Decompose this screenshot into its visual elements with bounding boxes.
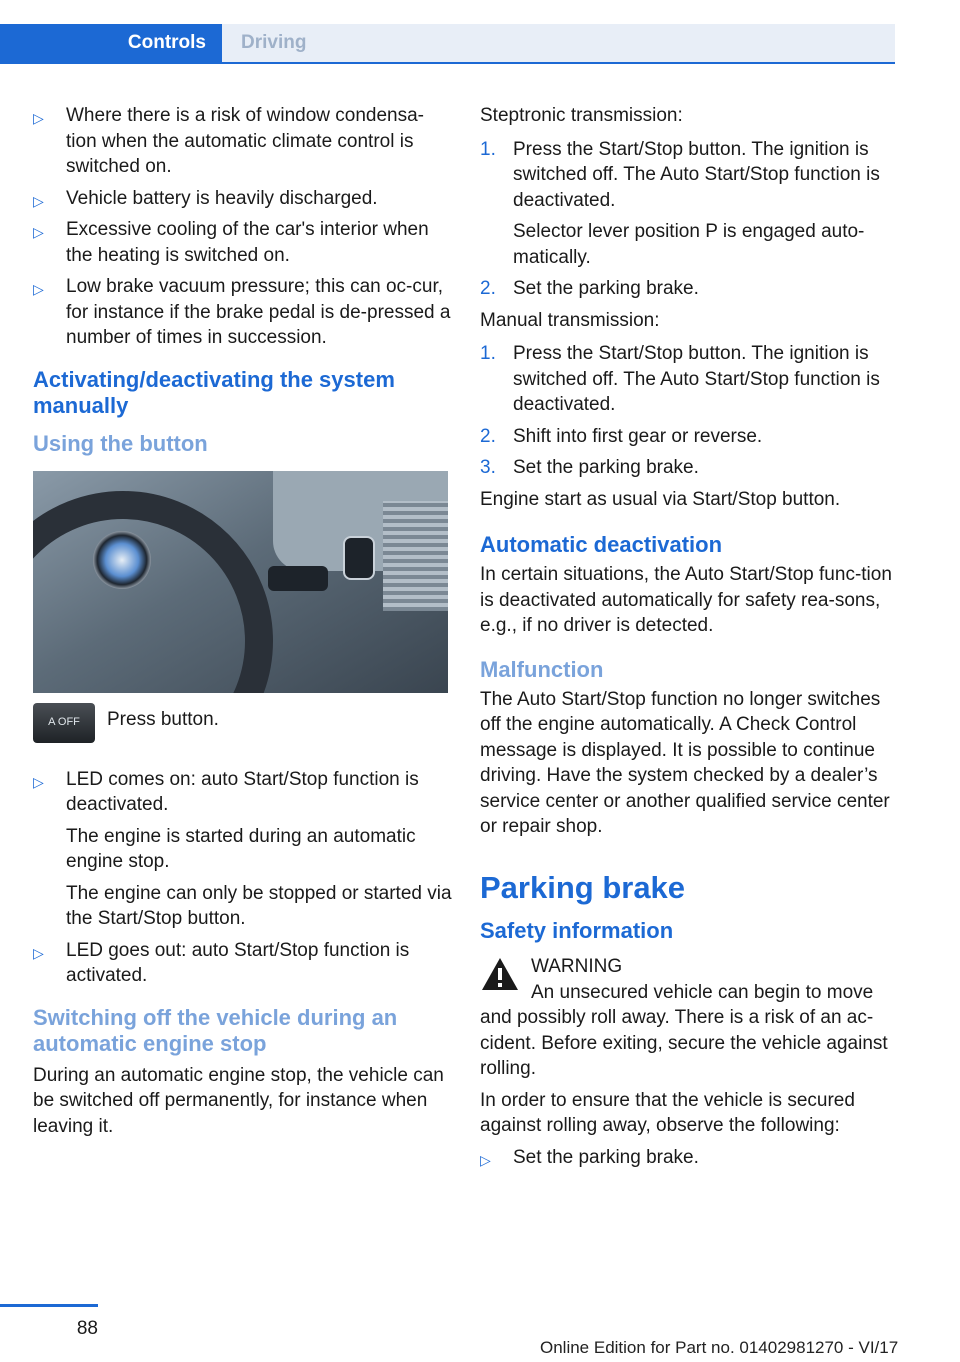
warning-block	[480, 954, 895, 998]
heading-malfunction: Malfunction	[480, 656, 604, 682]
list-item: ▷ Where there is a risk of window condensa-tion when the automatic climate control is switched on.	[33, 105, 424, 177]
footer-edition: Online Edition for Part no. 01402981270 - VI/17	[540, 1338, 899, 1357]
warning-label: WARNING	[531, 955, 623, 977]
list-item: ▷ LED goes out: auto Start/Stop function is activated.	[33, 939, 410, 986]
page-number-rule	[0, 1304, 98, 1307]
heading-activating: Activating/deactivating the system manually	[33, 366, 395, 418]
chapter-tab-bar	[0, 0, 895, 64]
left-column: ▷ Where there is a risk of window condensa-tion when the automatic climate control is switched on. ▷ Vehicle battery is heavily discharged. ▷ Excessive cooling of the car's interior when the heating is switched on. ▷ Low brake vacuum pressure; this can oc-cur, for instance if the brake pedal is de-pressed a number of times in succession. Activating/deactivating the system manually Using the button A OFF Press button. ▷ LED comes on: auto Start/Stop function is deactivated. The engine is started during an automatic engine stop. The engine can only be stopped or started via the Start/Stop button. ▷ LED goes out: auto Start/Stop function is activated. Switching off the vehicle during an automatic engine stop During an automatic engine stop, the vehicle can be switched off permanently, for instance when leaving it.	[33, 103, 453, 1145]
warning-triangle-icon	[480, 956, 520, 992]
list-item: ▷ Vehicle battery is heavily discharged.	[33, 186, 453, 212]
list-item: ▷ Low brake vacuum pressure; this can oc-cur, for instance if the brake pedal is de-pressed a number of times in succession.	[33, 276, 451, 348]
right-column: Steptronic transmission: 1. Press the Start/Stop button. The ignition is switched off. The Auto Start/Stop function is deactivated. Selector lever position P is engaged auto-matically. 2. Set the parking brake. Manual transmission: 1. Press the Start/Stop button. The ignition is switched off. The Auto Start/Stop function is deactivated. 2. Shift into first gear or reverse. 3. Set the parking brake. Engine start as usual via Start/Stop button. Automatic deactivation In certain situations, the Auto Start/Stop func-tion is deactivated automatically for safety rea-sons, e.g., if no driver is detected. Malfunction The Auto Start/Stop function no longer switches off the engine automatically. A Check Control message is displayed. It is possible to continue driving. Have the system checked by a dealer’s service center or another qualified service center or repair shop. Parking brake Safety information WARNING An unsecured vehicle can begin to move and possibly roll away. There is a risk of an ac-cident. Before exiting, secure the vehicle against rolling. In order to ensure that the vehicle is secured against rolling away, observe the following: ▷ Set the parking brake.	[480, 103, 895, 1176]
tab-driving[interactable]: Driving	[222, 24, 895, 62]
triangle-bullet-icon: ▷	[33, 224, 44, 240]
list-item: 3. Set the parking brake.	[480, 457, 699, 478]
manual-label: Manual transmission:	[480, 309, 660, 331]
list-item: ▷ Set the parking brake.	[480, 1145, 895, 1171]
steptronic-label: Steptronic transmission:	[480, 105, 683, 126]
heading-automatic-deactivation: Automatic deactivation	[480, 532, 723, 557]
triangle-bullet-icon: ▷	[33, 281, 44, 297]
heading-using-button: Using the button	[33, 430, 208, 456]
heading-parking-brake: Parking brake	[480, 869, 686, 905]
list-item: 2. Set the parking brake.	[480, 278, 699, 299]
heading-switching-off: Switching off the vehicle during an automatic engine stop	[33, 1004, 398, 1056]
bmw-logo-icon	[93, 531, 151, 589]
list-item: 1. Press the Start/Stop button. The ignition is switched off. The Auto Start/Stop function is deactivated.	[480, 343, 880, 415]
page-number: 88	[76, 1318, 98, 1339]
triangle-bullet-icon: ▷	[33, 773, 44, 790]
start-stop-button-icon	[343, 536, 375, 580]
list-item: ▷ LED comes on: auto Start/Stop function is deactivated. The engine is started during an automatic engine stop. The engine can only be stopped or started via the Start/Stop button.	[33, 768, 452, 929]
cockpit-photo	[33, 471, 448, 693]
press-button-row: A OFF Press button.	[33, 707, 453, 753]
list-item: 2. Shift into first gear or reverse.	[480, 425, 763, 447]
list-item: 1. Press the Start/Stop button. The ignition is switched off. The Auto Start/Stop function is deactivated. Selector lever position P is engaged auto-matically.	[480, 138, 880, 268]
triangle-bullet-icon: ▷	[480, 1151, 491, 1168]
triangle-bullet-icon: ▷	[33, 944, 44, 961]
heading-safety-information: Safety information	[480, 917, 674, 943]
triangle-bullet-icon: ▷	[33, 192, 44, 209]
tab-controls[interactable]: Controls	[0, 24, 222, 62]
list-item: ▷ Excessive cooling of the car's interior when the heating is switched on.	[33, 219, 429, 266]
auto-start-stop-off-icon: A OFF	[33, 703, 95, 743]
triangle-bullet-icon: ▷	[33, 110, 44, 126]
